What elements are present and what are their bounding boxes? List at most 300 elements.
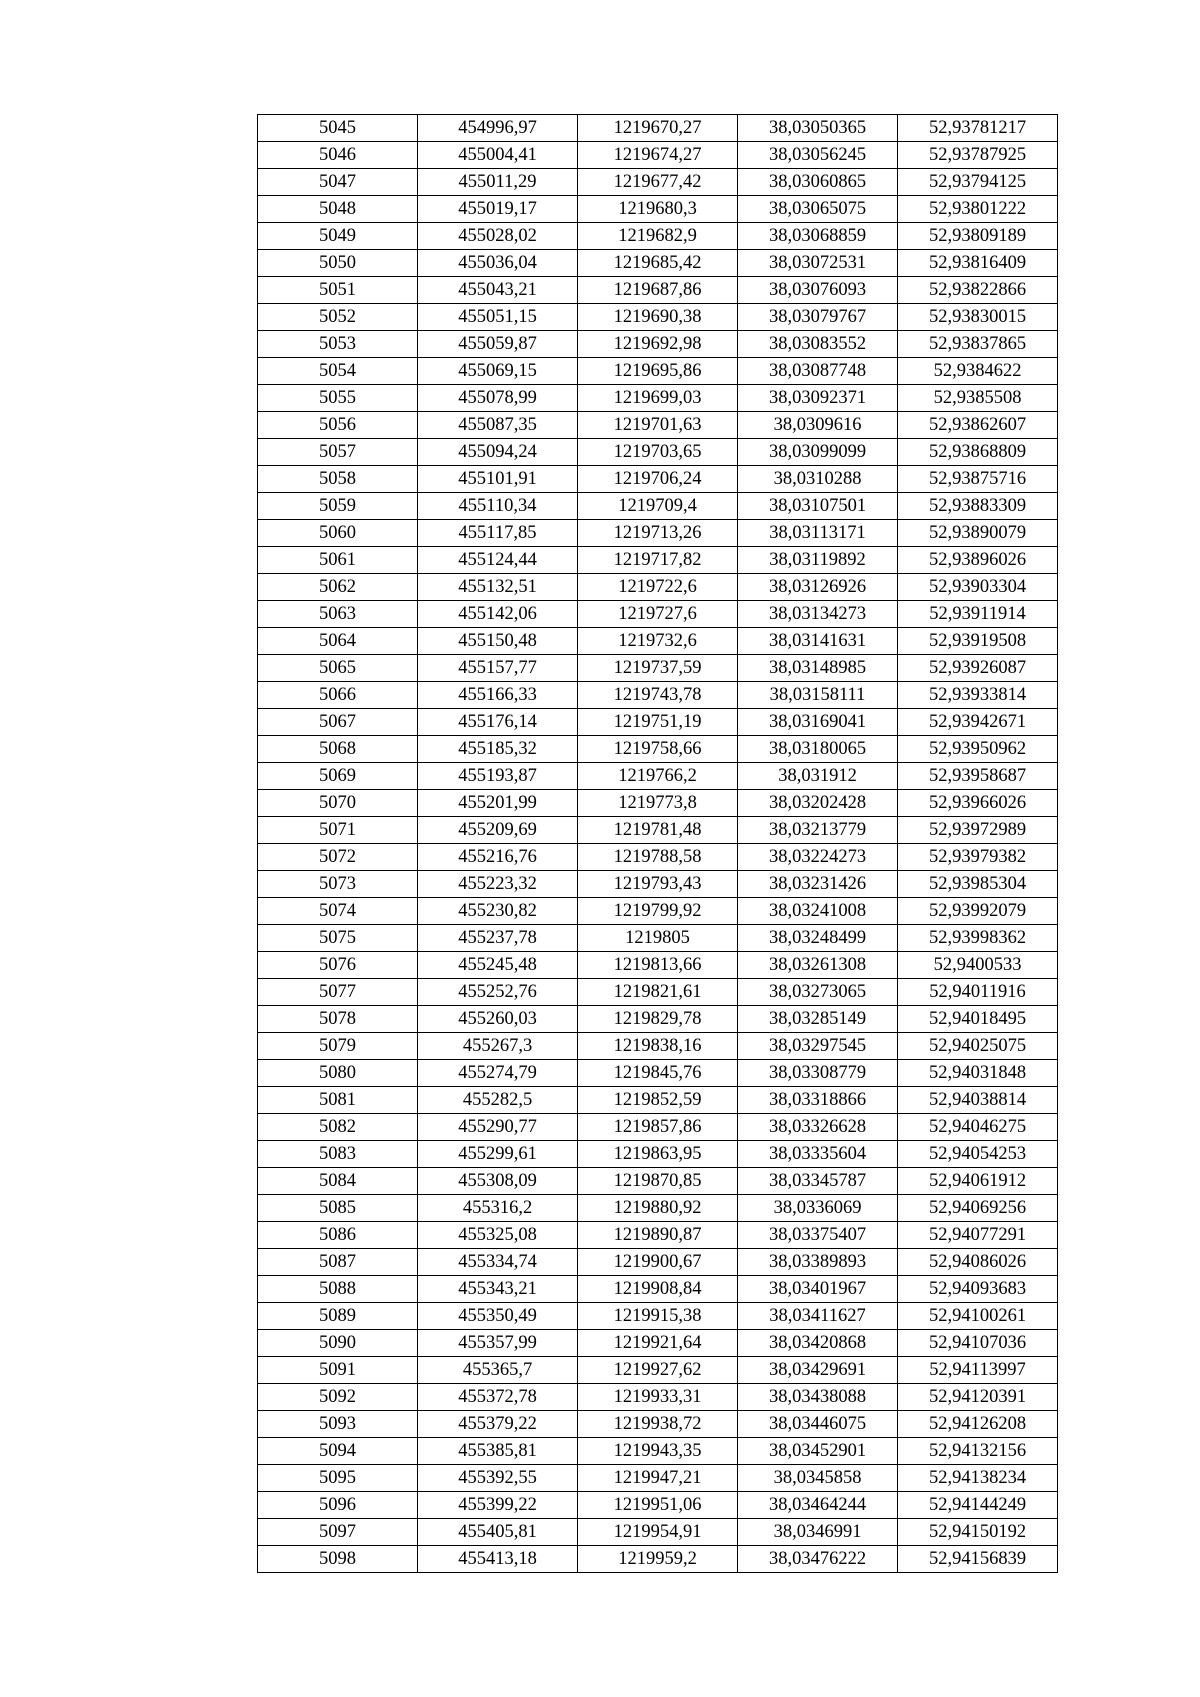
table-row <box>258 844 1058 871</box>
y-coordinate-cell: 1219751,19 <box>578 709 738 736</box>
table-row <box>258 1087 1058 1114</box>
latitude-cell: 52,94086026 <box>898 1249 1058 1276</box>
longitude-cell: 38,03248499 <box>738 925 898 952</box>
x-coordinate-cell: 455004,41 <box>418 142 578 169</box>
point-number-cell: 5084 <box>258 1168 418 1195</box>
longitude-cell: 38,03476222 <box>738 1546 898 1573</box>
latitude-cell: 52,9384622 <box>898 358 1058 385</box>
table-row <box>258 1141 1058 1168</box>
latitude-cell: 52,93883309 <box>898 493 1058 520</box>
latitude-cell: 52,94031848 <box>898 1060 1058 1087</box>
point-number-cell: 5094 <box>258 1438 418 1465</box>
table-row <box>258 1168 1058 1195</box>
latitude-cell: 52,9385508 <box>898 385 1058 412</box>
latitude-cell: 52,93816409 <box>898 250 1058 277</box>
point-number-cell: 5063 <box>258 601 418 628</box>
x-coordinate-cell: 455201,99 <box>418 790 578 817</box>
table-row <box>258 1357 1058 1384</box>
table-row <box>258 439 1058 466</box>
table-row <box>258 655 1058 682</box>
longitude-cell: 38,03335604 <box>738 1141 898 1168</box>
latitude-cell: 52,93862607 <box>898 412 1058 439</box>
y-coordinate-cell: 1219959,2 <box>578 1546 738 1573</box>
latitude-cell: 52,93926087 <box>898 655 1058 682</box>
point-number-cell: 5055 <box>258 385 418 412</box>
y-coordinate-cell: 1219717,82 <box>578 547 738 574</box>
point-number-cell: 5070 <box>258 790 418 817</box>
longitude-cell: 38,03083552 <box>738 331 898 358</box>
y-coordinate-cell: 1219880,92 <box>578 1195 738 1222</box>
x-coordinate-cell: 455405,81 <box>418 1519 578 1546</box>
table-row <box>258 1195 1058 1222</box>
table-row <box>258 1519 1058 1546</box>
latitude-cell: 52,93837865 <box>898 331 1058 358</box>
y-coordinate-cell: 1219758,66 <box>578 736 738 763</box>
x-coordinate-cell: 455132,51 <box>418 574 578 601</box>
longitude-cell: 38,03134273 <box>738 601 898 628</box>
point-number-cell: 5064 <box>258 628 418 655</box>
point-number-cell: 5082 <box>258 1114 418 1141</box>
longitude-cell: 38,03180065 <box>738 736 898 763</box>
longitude-cell: 38,03261308 <box>738 952 898 979</box>
longitude-cell: 38,03079767 <box>738 304 898 331</box>
longitude-cell: 38,03076093 <box>738 277 898 304</box>
table-row <box>258 952 1058 979</box>
table-row <box>258 250 1058 277</box>
longitude-cell: 38,0310288 <box>738 466 898 493</box>
latitude-cell: 52,93809189 <box>898 223 1058 250</box>
table-row <box>258 466 1058 493</box>
y-coordinate-cell: 1219690,38 <box>578 304 738 331</box>
longitude-cell: 38,03273065 <box>738 979 898 1006</box>
table-row <box>258 358 1058 385</box>
table-row <box>258 790 1058 817</box>
longitude-cell: 38,03141631 <box>738 628 898 655</box>
table-row <box>258 1249 1058 1276</box>
table-row <box>258 169 1058 196</box>
table-row <box>258 628 1058 655</box>
latitude-cell: 52,93942671 <box>898 709 1058 736</box>
point-number-cell: 5089 <box>258 1303 418 1330</box>
y-coordinate-cell: 1219838,16 <box>578 1033 738 1060</box>
x-coordinate-cell: 455230,82 <box>418 898 578 925</box>
latitude-cell: 52,94011916 <box>898 979 1058 1006</box>
y-coordinate-cell: 1219938,72 <box>578 1411 738 1438</box>
longitude-cell: 38,0309616 <box>738 412 898 439</box>
longitude-cell: 38,03411627 <box>738 1303 898 1330</box>
table-row <box>258 1303 1058 1330</box>
latitude-cell: 52,93903304 <box>898 574 1058 601</box>
x-coordinate-cell: 455036,04 <box>418 250 578 277</box>
x-coordinate-cell: 455379,22 <box>418 1411 578 1438</box>
latitude-cell: 52,94113997 <box>898 1357 1058 1384</box>
table-row <box>258 1222 1058 1249</box>
latitude-cell: 52,93933814 <box>898 682 1058 709</box>
point-number-cell: 5047 <box>258 169 418 196</box>
y-coordinate-cell: 1219890,87 <box>578 1222 738 1249</box>
table-row <box>258 547 1058 574</box>
table-row <box>258 1465 1058 1492</box>
x-coordinate-cell: 455078,99 <box>418 385 578 412</box>
point-number-cell: 5078 <box>258 1006 418 1033</box>
longitude-cell: 38,03056245 <box>738 142 898 169</box>
longitude-cell: 38,03318866 <box>738 1087 898 1114</box>
point-number-cell: 5049 <box>258 223 418 250</box>
y-coordinate-cell: 1219773,8 <box>578 790 738 817</box>
y-coordinate-cell: 1219695,86 <box>578 358 738 385</box>
longitude-cell: 38,03241008 <box>738 898 898 925</box>
table-row <box>258 412 1058 439</box>
x-coordinate-cell: 455124,44 <box>418 547 578 574</box>
point-number-cell: 5072 <box>258 844 418 871</box>
longitude-cell: 38,03148985 <box>738 655 898 682</box>
x-coordinate-cell: 455334,74 <box>418 1249 578 1276</box>
longitude-cell: 38,03158111 <box>738 682 898 709</box>
latitude-cell: 52,94132156 <box>898 1438 1058 1465</box>
x-coordinate-cell: 455157,77 <box>418 655 578 682</box>
table-row <box>258 1384 1058 1411</box>
point-number-cell: 5077 <box>258 979 418 1006</box>
longitude-cell: 38,03087748 <box>738 358 898 385</box>
point-number-cell: 5057 <box>258 439 418 466</box>
point-number-cell: 5046 <box>258 142 418 169</box>
table-body <box>258 115 1058 1573</box>
x-coordinate-cell: 455350,49 <box>418 1303 578 1330</box>
point-number-cell: 5065 <box>258 655 418 682</box>
x-coordinate-cell: 455101,91 <box>418 466 578 493</box>
point-number-cell: 5076 <box>258 952 418 979</box>
point-number-cell: 5068 <box>258 736 418 763</box>
longitude-cell: 38,03326628 <box>738 1114 898 1141</box>
latitude-cell: 52,93787925 <box>898 142 1058 169</box>
y-coordinate-cell: 1219947,21 <box>578 1465 738 1492</box>
table-row <box>258 331 1058 358</box>
y-coordinate-cell: 1219933,31 <box>578 1384 738 1411</box>
x-coordinate-cell: 455117,85 <box>418 520 578 547</box>
longitude-cell: 38,03375407 <box>738 1222 898 1249</box>
point-number-cell: 5069 <box>258 763 418 790</box>
y-coordinate-cell: 1219677,42 <box>578 169 738 196</box>
x-coordinate-cell: 455094,24 <box>418 439 578 466</box>
x-coordinate-cell: 455343,21 <box>418 1276 578 1303</box>
point-number-cell: 5048 <box>258 196 418 223</box>
point-number-cell: 5086 <box>258 1222 418 1249</box>
table-row <box>258 682 1058 709</box>
latitude-cell: 52,93822866 <box>898 277 1058 304</box>
x-coordinate-cell: 455237,78 <box>418 925 578 952</box>
latitude-cell: 52,9400533 <box>898 952 1058 979</box>
longitude-cell: 38,03297545 <box>738 1033 898 1060</box>
y-coordinate-cell: 1219699,03 <box>578 385 738 412</box>
latitude-cell: 52,94025075 <box>898 1033 1058 1060</box>
longitude-cell: 38,03389893 <box>738 1249 898 1276</box>
x-coordinate-cell: 455110,34 <box>418 493 578 520</box>
point-number-cell: 5073 <box>258 871 418 898</box>
longitude-cell: 38,03050365 <box>738 115 898 142</box>
y-coordinate-cell: 1219900,67 <box>578 1249 738 1276</box>
longitude-cell: 38,03202428 <box>738 790 898 817</box>
point-number-cell: 5045 <box>258 115 418 142</box>
x-coordinate-cell: 455011,29 <box>418 169 578 196</box>
y-coordinate-cell: 1219805 <box>578 925 738 952</box>
table-row <box>258 196 1058 223</box>
y-coordinate-cell: 1219857,86 <box>578 1114 738 1141</box>
x-coordinate-cell: 455087,35 <box>418 412 578 439</box>
latitude-cell: 52,93875716 <box>898 466 1058 493</box>
point-number-cell: 5053 <box>258 331 418 358</box>
y-coordinate-cell: 1219799,92 <box>578 898 738 925</box>
table-row <box>258 898 1058 925</box>
point-number-cell: 5062 <box>258 574 418 601</box>
x-coordinate-cell: 455385,81 <box>418 1438 578 1465</box>
point-number-cell: 5066 <box>258 682 418 709</box>
y-coordinate-cell: 1219821,61 <box>578 979 738 1006</box>
x-coordinate-cell: 455316,2 <box>418 1195 578 1222</box>
latitude-cell: 52,93979382 <box>898 844 1058 871</box>
table-row <box>258 574 1058 601</box>
y-coordinate-cell: 1219915,38 <box>578 1303 738 1330</box>
table-row <box>258 1006 1058 1033</box>
x-coordinate-cell: 455267,3 <box>418 1033 578 1060</box>
y-coordinate-cell: 1219852,59 <box>578 1087 738 1114</box>
point-number-cell: 5092 <box>258 1384 418 1411</box>
longitude-cell: 38,03107501 <box>738 493 898 520</box>
y-coordinate-cell: 1219713,26 <box>578 520 738 547</box>
point-number-cell: 5075 <box>258 925 418 952</box>
longitude-cell: 38,03224273 <box>738 844 898 871</box>
point-number-cell: 5091 <box>258 1357 418 1384</box>
y-coordinate-cell: 1219692,98 <box>578 331 738 358</box>
y-coordinate-cell: 1219685,42 <box>578 250 738 277</box>
longitude-cell: 38,03065075 <box>738 196 898 223</box>
point-number-cell: 5074 <box>258 898 418 925</box>
latitude-cell: 52,93992079 <box>898 898 1058 925</box>
x-coordinate-cell: 455290,77 <box>418 1114 578 1141</box>
longitude-cell: 38,03060865 <box>738 169 898 196</box>
table-row <box>258 493 1058 520</box>
latitude-cell: 52,93972989 <box>898 817 1058 844</box>
y-coordinate-cell: 1219863,95 <box>578 1141 738 1168</box>
table-row <box>258 763 1058 790</box>
longitude-cell: 38,03345787 <box>738 1168 898 1195</box>
y-coordinate-cell: 1219706,24 <box>578 466 738 493</box>
latitude-cell: 52,94144249 <box>898 1492 1058 1519</box>
longitude-cell: 38,03068859 <box>738 223 898 250</box>
y-coordinate-cell: 1219701,63 <box>578 412 738 439</box>
x-coordinate-cell: 455392,55 <box>418 1465 578 1492</box>
point-number-cell: 5087 <box>258 1249 418 1276</box>
table-row <box>258 1438 1058 1465</box>
point-number-cell: 5056 <box>258 412 418 439</box>
longitude-cell: 38,03072531 <box>738 250 898 277</box>
point-number-cell: 5081 <box>258 1087 418 1114</box>
x-coordinate-cell: 455223,32 <box>418 871 578 898</box>
longitude-cell: 38,03092371 <box>738 385 898 412</box>
x-coordinate-cell: 455365,7 <box>418 1357 578 1384</box>
latitude-cell: 52,93919508 <box>898 628 1058 655</box>
y-coordinate-cell: 1219709,4 <box>578 493 738 520</box>
point-number-cell: 5059 <box>258 493 418 520</box>
x-coordinate-cell: 455372,78 <box>418 1384 578 1411</box>
table-row <box>258 601 1058 628</box>
y-coordinate-cell: 1219943,35 <box>578 1438 738 1465</box>
y-coordinate-cell: 1219921,64 <box>578 1330 738 1357</box>
y-coordinate-cell: 1219727,6 <box>578 601 738 628</box>
table-row <box>258 1060 1058 1087</box>
table-row <box>258 223 1058 250</box>
x-coordinate-cell: 454996,97 <box>418 115 578 142</box>
point-number-cell: 5090 <box>258 1330 418 1357</box>
y-coordinate-cell: 1219870,85 <box>578 1168 738 1195</box>
longitude-cell: 38,03213779 <box>738 817 898 844</box>
longitude-cell: 38,03119892 <box>738 547 898 574</box>
latitude-cell: 52,94038814 <box>898 1087 1058 1114</box>
point-number-cell: 5051 <box>258 277 418 304</box>
latitude-cell: 52,94100261 <box>898 1303 1058 1330</box>
latitude-cell: 52,93896026 <box>898 547 1058 574</box>
point-number-cell: 5080 <box>258 1060 418 1087</box>
longitude-cell: 38,03308779 <box>738 1060 898 1087</box>
x-coordinate-cell: 455252,76 <box>418 979 578 1006</box>
x-coordinate-cell: 455282,5 <box>418 1087 578 1114</box>
table-row <box>258 817 1058 844</box>
latitude-cell: 52,93868809 <box>898 439 1058 466</box>
y-coordinate-cell: 1219845,76 <box>578 1060 738 1087</box>
latitude-cell: 52,93911914 <box>898 601 1058 628</box>
latitude-cell: 52,94156839 <box>898 1546 1058 1573</box>
x-coordinate-cell: 455043,21 <box>418 277 578 304</box>
table-row <box>258 979 1058 1006</box>
y-coordinate-cell: 1219674,27 <box>578 142 738 169</box>
y-coordinate-cell: 1219954,91 <box>578 1519 738 1546</box>
x-coordinate-cell: 455176,14 <box>418 709 578 736</box>
x-coordinate-cell: 455019,17 <box>418 196 578 223</box>
longitude-cell: 38,0336069 <box>738 1195 898 1222</box>
longitude-cell: 38,03438088 <box>738 1384 898 1411</box>
x-coordinate-cell: 455059,87 <box>418 331 578 358</box>
point-number-cell: 5095 <box>258 1465 418 1492</box>
x-coordinate-cell: 455051,15 <box>418 304 578 331</box>
table-row <box>258 277 1058 304</box>
x-coordinate-cell: 455399,22 <box>418 1492 578 1519</box>
point-number-cell: 5050 <box>258 250 418 277</box>
y-coordinate-cell: 1219927,62 <box>578 1357 738 1384</box>
longitude-cell: 38,03099099 <box>738 439 898 466</box>
latitude-cell: 52,93830015 <box>898 304 1058 331</box>
table-row <box>258 1492 1058 1519</box>
y-coordinate-cell: 1219951,06 <box>578 1492 738 1519</box>
point-number-cell: 5060 <box>258 520 418 547</box>
x-coordinate-cell: 455260,03 <box>418 1006 578 1033</box>
latitude-cell: 52,94069256 <box>898 1195 1058 1222</box>
point-number-cell: 5079 <box>258 1033 418 1060</box>
y-coordinate-cell: 1219766,2 <box>578 763 738 790</box>
table-row <box>258 871 1058 898</box>
longitude-cell: 38,03452901 <box>738 1438 898 1465</box>
y-coordinate-cell: 1219732,6 <box>578 628 738 655</box>
point-number-cell: 5061 <box>258 547 418 574</box>
table-row <box>258 736 1058 763</box>
x-coordinate-cell: 455325,08 <box>418 1222 578 1249</box>
y-coordinate-cell: 1219788,58 <box>578 844 738 871</box>
latitude-cell: 52,93998362 <box>898 925 1058 952</box>
latitude-cell: 52,93958687 <box>898 763 1058 790</box>
y-coordinate-cell: 1219743,78 <box>578 682 738 709</box>
latitude-cell: 52,94107036 <box>898 1330 1058 1357</box>
table-row <box>258 1546 1058 1573</box>
latitude-cell: 52,94054253 <box>898 1141 1058 1168</box>
x-coordinate-cell: 455142,06 <box>418 601 578 628</box>
table-row <box>258 1330 1058 1357</box>
y-coordinate-cell: 1219813,66 <box>578 952 738 979</box>
table-row <box>258 1033 1058 1060</box>
point-number-cell: 5098 <box>258 1546 418 1573</box>
longitude-cell: 38,031912 <box>738 763 898 790</box>
longitude-cell: 38,03169041 <box>738 709 898 736</box>
latitude-cell: 52,93781217 <box>898 115 1058 142</box>
latitude-cell: 52,94150192 <box>898 1519 1058 1546</box>
longitude-cell: 38,03285149 <box>738 1006 898 1033</box>
table-row <box>258 142 1058 169</box>
point-number-cell: 5083 <box>258 1141 418 1168</box>
x-coordinate-cell: 455216,76 <box>418 844 578 871</box>
longitude-cell: 38,0346991 <box>738 1519 898 1546</box>
coordinates-table <box>257 114 1058 1573</box>
point-number-cell: 5052 <box>258 304 418 331</box>
latitude-cell: 52,93950962 <box>898 736 1058 763</box>
latitude-cell: 52,93794125 <box>898 169 1058 196</box>
latitude-cell: 52,94061912 <box>898 1168 1058 1195</box>
latitude-cell: 52,93985304 <box>898 871 1058 898</box>
x-coordinate-cell: 455028,02 <box>418 223 578 250</box>
x-coordinate-cell: 455299,61 <box>418 1141 578 1168</box>
x-coordinate-cell: 455193,87 <box>418 763 578 790</box>
table-row <box>258 1114 1058 1141</box>
y-coordinate-cell: 1219793,43 <box>578 871 738 898</box>
latitude-cell: 52,93801222 <box>898 196 1058 223</box>
y-coordinate-cell: 1219908,84 <box>578 1276 738 1303</box>
table-row <box>258 1276 1058 1303</box>
longitude-cell: 38,03429691 <box>738 1357 898 1384</box>
x-coordinate-cell: 455308,09 <box>418 1168 578 1195</box>
longitude-cell: 38,03113171 <box>738 520 898 547</box>
table-row <box>258 115 1058 142</box>
y-coordinate-cell: 1219687,86 <box>578 277 738 304</box>
latitude-cell: 52,94046275 <box>898 1114 1058 1141</box>
table-row <box>258 385 1058 412</box>
point-number-cell: 5097 <box>258 1519 418 1546</box>
point-number-cell: 5088 <box>258 1276 418 1303</box>
longitude-cell: 38,03420868 <box>738 1330 898 1357</box>
longitude-cell: 38,03231426 <box>738 871 898 898</box>
latitude-cell: 52,94077291 <box>898 1222 1058 1249</box>
longitude-cell: 38,0345858 <box>738 1465 898 1492</box>
point-number-cell: 5071 <box>258 817 418 844</box>
x-coordinate-cell: 455245,48 <box>418 952 578 979</box>
x-coordinate-cell: 455150,48 <box>418 628 578 655</box>
latitude-cell: 52,93890079 <box>898 520 1058 547</box>
y-coordinate-cell: 1219670,27 <box>578 115 738 142</box>
y-coordinate-cell: 1219781,48 <box>578 817 738 844</box>
latitude-cell: 52,94126208 <box>898 1411 1058 1438</box>
longitude-cell: 38,03401967 <box>738 1276 898 1303</box>
point-number-cell: 5096 <box>258 1492 418 1519</box>
y-coordinate-cell: 1219680,3 <box>578 196 738 223</box>
y-coordinate-cell: 1219682,9 <box>578 223 738 250</box>
x-coordinate-cell: 455274,79 <box>418 1060 578 1087</box>
x-coordinate-cell: 455166,33 <box>418 682 578 709</box>
point-number-cell: 5067 <box>258 709 418 736</box>
